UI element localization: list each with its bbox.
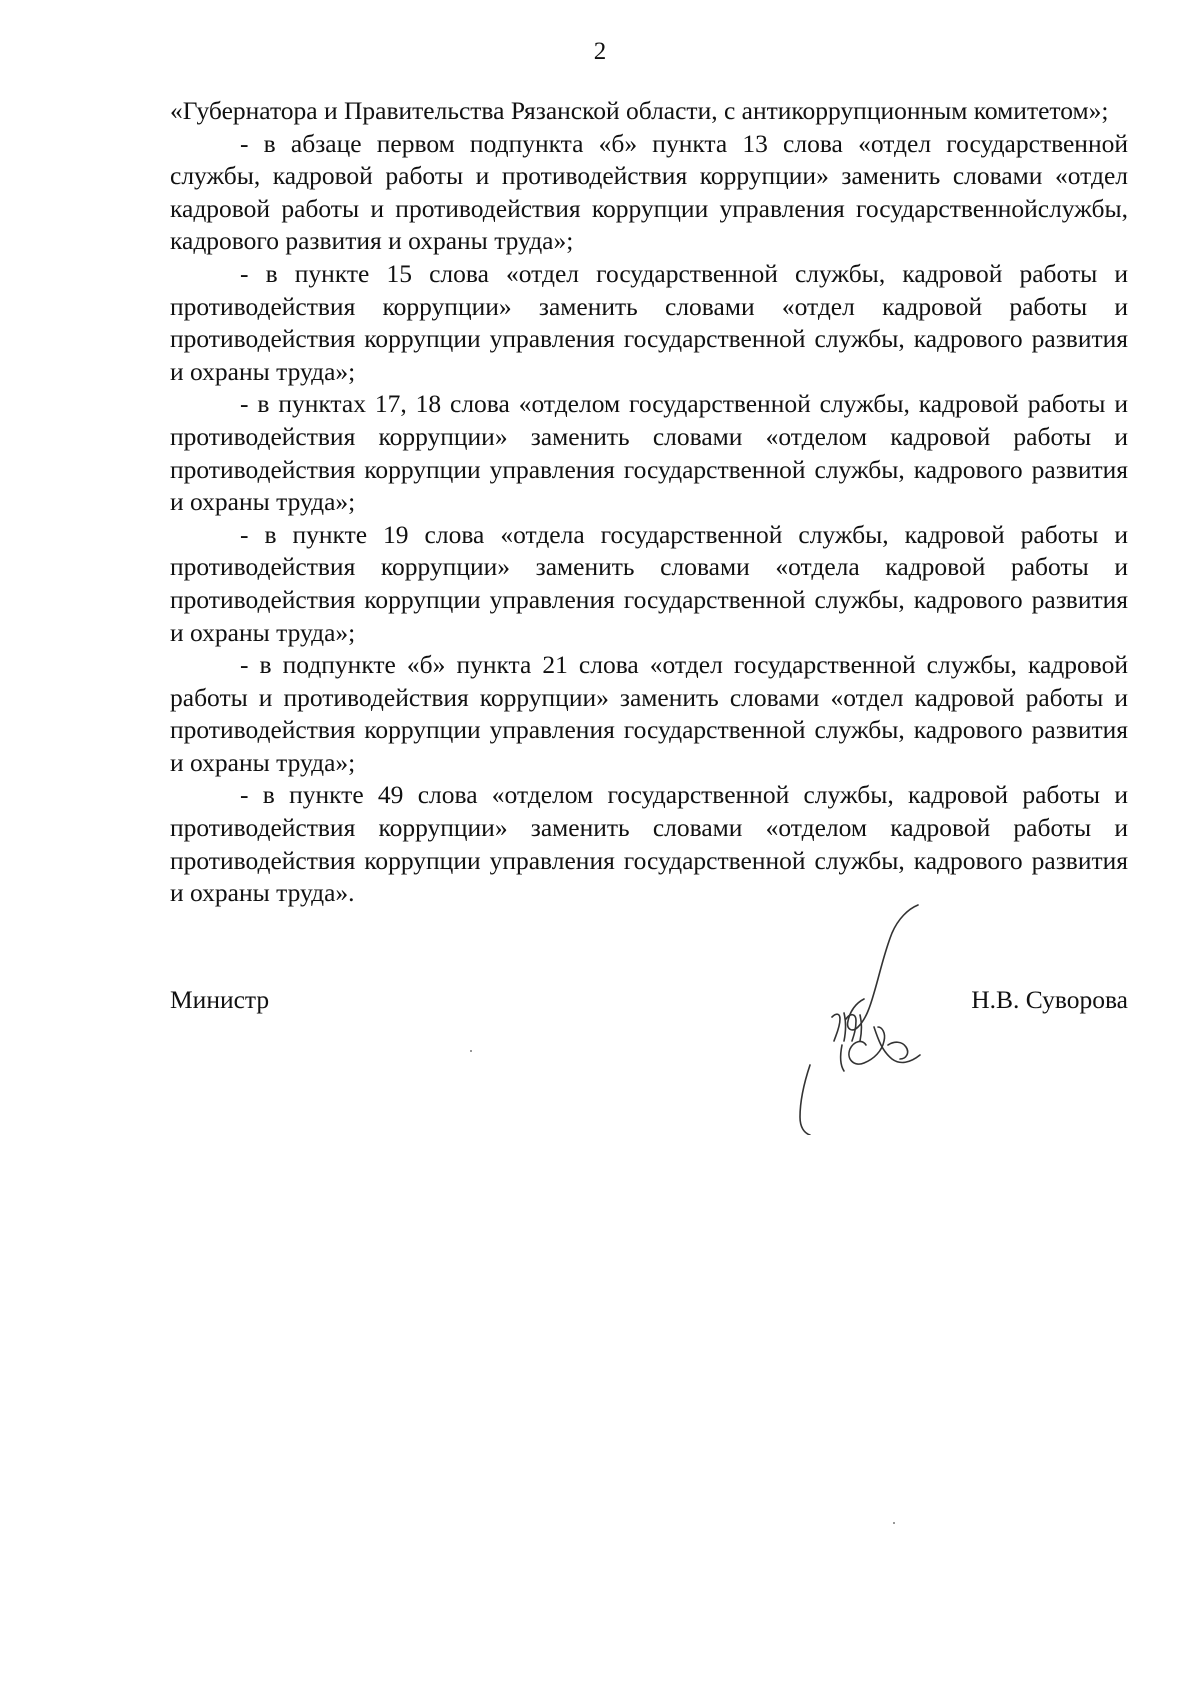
signature-block — [170, 985, 1128, 1025]
paragraph-continuation: «Губернатора и Правительства Рязанской области, с антикоррупционным комитетом»; — [170, 96, 1109, 125]
handwritten-signature — [770, 895, 940, 1135]
paragraph-item-21: - в подпункте «б» пункта 21 слова «отдел государственной службы, кадровой работы и противодействия коррупции» заменить словами «отдел кадровой работы и противодействия коррупции управления государственной службы, кадрового развития и охраны труда»; — [170, 650, 1128, 777]
scan-speck — [893, 1522, 895, 1524]
paragraph-item-13: - в абзаце первом подпункта «б» пункта 13 слова «отдел государственной службы, кадровой работы и противодействия коррупции» заменить словами «отдел кадровой работы и противодействия коррупции управления государственнойслужбы, кадрового развития и охраны труда»; — [170, 128, 1128, 256]
paragraph-item-49: - в пункте 49 слова «отделом государственной службы, кадровой работы и противодействия коррупции» заменить словами «отделом кадровой работы и противодействия коррупции управления государственной службы, кадрового развития и охраны труда». — [170, 780, 1128, 908]
paragraph-item-17-18: - в пунктах 17, 18 слова «отделом государственной службы, кадровой работы и противодействия коррупции» заменить словами «отделом кадровой работы и противодействия коррупции управления государственной службы, кадрового развития и охраны труда»; — [170, 389, 1128, 517]
document-body — [170, 95, 1128, 910]
page-number: 2 — [593, 38, 607, 65]
signer-position: Министр — [170, 985, 270, 1014]
paragraph-item-19: - в пункте 19 слова «отдела государственной службы, кадровой работы и противодействия коррупции» заменить словами «отдела кадровой работы и противодействия коррупции управления государственной службы, кадрового развития и охраны труда»; — [170, 519, 1128, 647]
signer-name: Н.В. Суворова — [971, 985, 1128, 1014]
scan-speck — [470, 1050, 472, 1052]
paragraph-item-15: - в пункте 15 слова «отдел государственной службы, кадровой работы и противодействия коррупции» заменить словами «отдел кадровой работы и противодействия коррупции управления государственной службы, кадрового развития и охраны труда»; — [170, 258, 1128, 386]
